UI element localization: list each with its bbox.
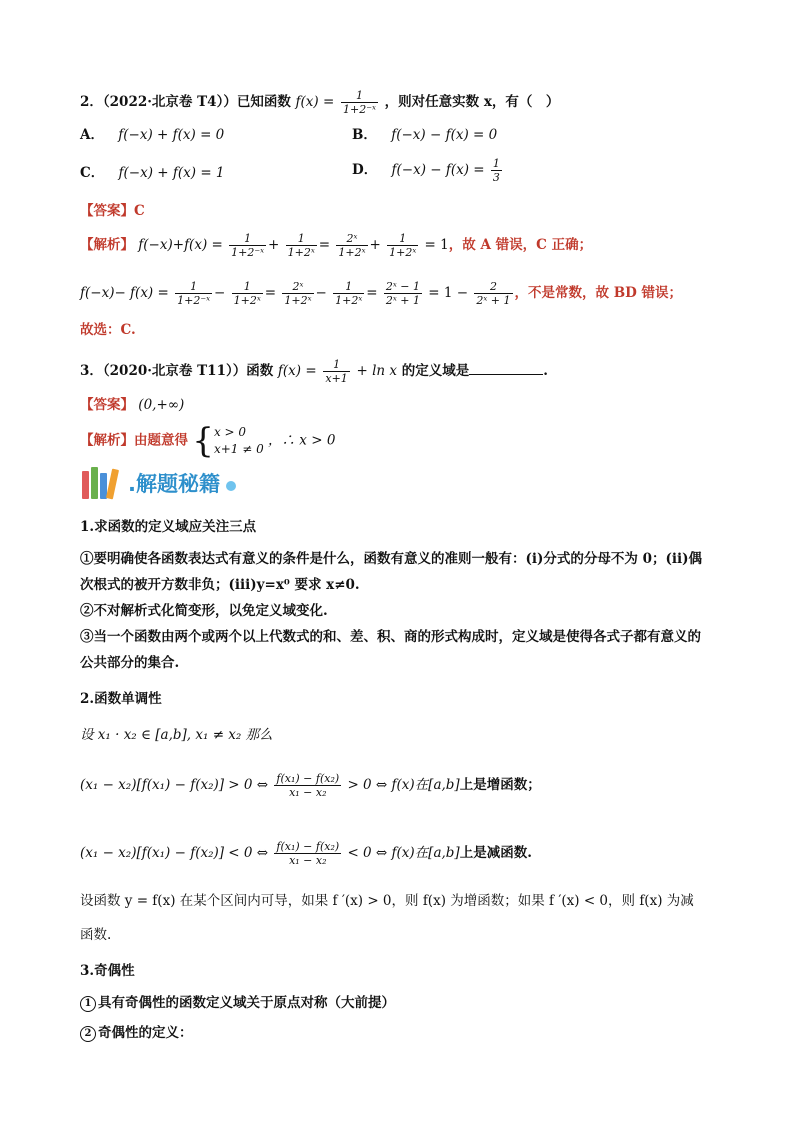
q2-option-d[interactable]: D． f(−x) − f(x) = $\frac{1}{3}$ [352,157,500,184]
q3-answer: 【答案】 (0,+∞) [80,397,185,413]
tip1-title: 1.求函数的定义域应关注三点 [80,519,257,535]
answer-blank[interactable] [469,362,543,375]
q2-analysis-line1: 【解析】 f(−x)+f(x) = $\frac{1}{\text{1+2⁻ˣ}}$ + $\frac{1}{\text{1+2ˣ}}$ = $\frac{\text{2ˣ}}{\text{1+2ˣ}}$ + $\frac{1}{\text{1+2ˣ}}$ = 1，故 A 错误，C 正确； [80,232,593,259]
q3-analysis: 【解析】由题意得 { x > 0 x+1 ≠ 0 ，∴ x > 0 [80,421,336,461]
banner-title: .解题秘籍 [128,472,220,496]
q2-stem: 2．（2022·北京卷 T4））已知函数 f(x) = $\frac{1}{\text{1+2⁻ˣ}}$ ，则对任意实数 x，有（ ） [80,89,560,116]
tip3-point2: 2 奇偶性的定义： [80,1024,193,1042]
tip2-title: 2.函数单调性 [80,691,162,707]
tip1-point3: ③当一个函数由两个或两个以上代数式的和、差、积、商的形式构成时，定义域是使得各式子都有意义的 [80,629,701,645]
q2-option-c[interactable]: C． f(−x) + f(x) = 1 [80,165,225,181]
circle-dot-icon [226,481,236,491]
tip1-point1b: 次根式的被开方数非负；(ⅲ)y=x⁰ 要求 x≠0. [80,577,360,593]
tip3-title: 3.奇偶性 [80,963,135,979]
q2-conclusion: 故选：C. [80,322,136,338]
tip2-derivative: 设函数 y = f(x) 在某个区间内可导，如果 f ′(x) > 0，则 f(x) 为增函数；如果 f ′(x) < 0，则 f(x) 为减 [80,893,694,909]
tip3-point1: 1 具有奇偶性的函数定义域关于原点对称（大前提） [80,994,395,1012]
q2-fraction: $\frac{1}{\text{1+2⁻ˣ}}$ [342,89,376,116]
q3-stem: 3．（2020·北京卷 T11））函数 f(x) = $\frac{1}{x+1}$ + ln x 的定义域是 . [80,358,548,385]
tip2-setup: 设 x₁ · x₂ ∈ [a,b], x₁ ≠ x₂ 那么 [80,727,273,743]
q2-answer: 【答案】C [80,203,145,219]
section-banner [80,466,236,500]
q2-analysis-line2: f(−x)− f(x) = $\frac{1}{\text{1+2⁻ˣ}}$ − $\frac{1}{\text{1+2ˣ}}$ = $\frac{\text{2ˣ}}{\text{1+2ˣ}}$ − $\frac{1}{\text{1+2ˣ}}$ = $\frac{\text{2ˣ − 1}}{\text{2ˣ + 1}}$ = 1 − $\frac{2}{\text{2ˣ + 1}}$ ，不是常数，故 BD 错误； [80,280,683,307]
tip2-derivative-b: 函数. [80,927,112,943]
tip1-point1: ①要明确使各函数表达式有意义的条件是什么，函数有意义的准则一般有：(ⅰ)分式的分母不为 0；(ⅱ)偶 [80,551,703,567]
tip2-increasing: (x₁ − x₂)[f(x₁) − f(x₂)] > 0 ⇔ $\frac{\text{f(x₁) − f(x₂)}}{\text{x₁ − x₂}}$ > 0 ⇔ f(x)在[a,b]上是增函数； [80,772,541,799]
tip2-decreasing: (x₁ − x₂)[f(x₁) − f(x₂)] < 0 ⇔ $\frac{\text{f(x₁) − f(x₂)}}{\text{x₁ − x₂}}$ < 0 ⇔ f(x)在[a,b]上是减函数. [80,840,532,867]
tip1-point2: ②不对解析式化简变形，以免定义域变化. [80,603,328,619]
books-icon [80,467,124,499]
q2-option-a[interactable]: A． f(−x) + f(x) = 0 [80,127,225,143]
q2-option-b[interactable]: B． f(−x) − f(x) = 0 [352,127,498,143]
tip1-point3b: 公共部分的集合. [80,655,180,671]
